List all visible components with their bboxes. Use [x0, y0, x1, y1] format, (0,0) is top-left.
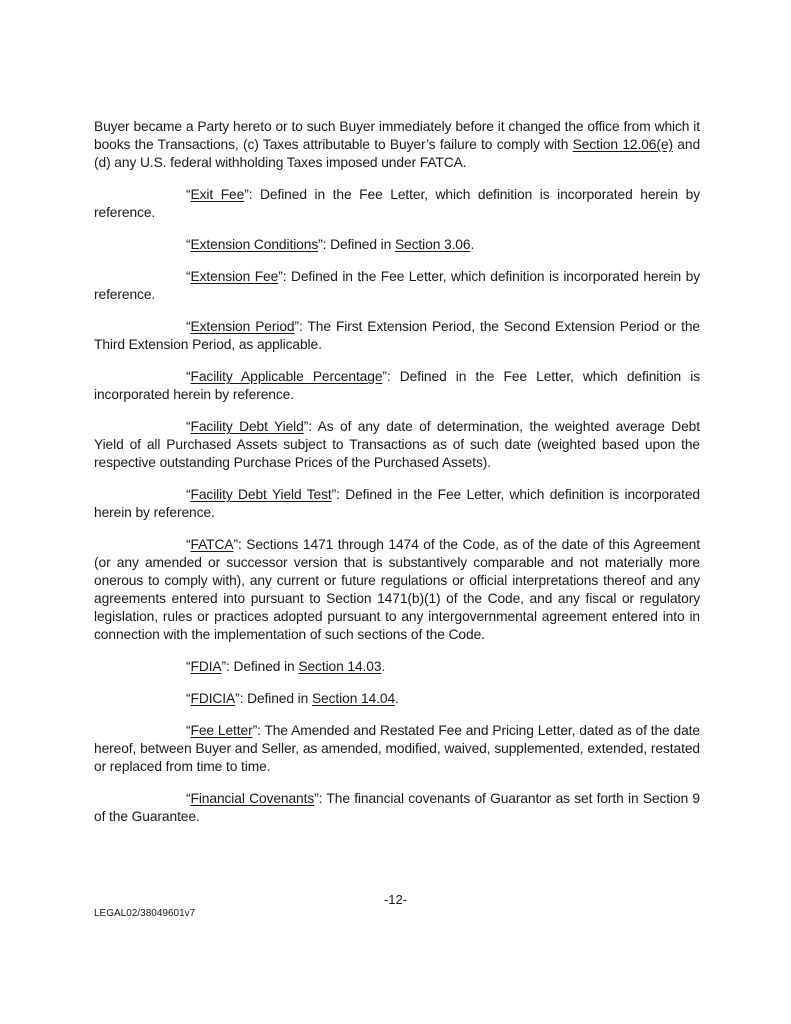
- text-run: “: [186, 791, 191, 806]
- underlined-term: FATCA: [190, 537, 234, 552]
- text-run: ”: Defined in: [235, 691, 312, 706]
- text-run: ”: The financial covenants of Guarantor as set forth in Section 9 of the Guarantee.: [94, 791, 701, 824]
- text-run: “: [186, 419, 191, 434]
- paragraph-facility-applicable-percentage: [94, 368, 700, 404]
- underlined-term: Extension Fee: [190, 269, 279, 284]
- paragraph-exit-fee: [94, 186, 700, 222]
- text-run: .: [381, 659, 386, 674]
- paragraph-financial-covenants: [94, 790, 700, 826]
- text-run: and (d) any U.S. federal withholding Taxes imposed under FATCA.: [94, 137, 701, 170]
- underlined-term: Extension Period: [190, 319, 295, 334]
- text-run: ”: Defined in: [318, 237, 395, 252]
- text-run: “: [186, 269, 191, 284]
- paragraph-facility-debt-yield-test: [94, 486, 700, 522]
- underlined-term: Extension Conditions: [190, 237, 319, 252]
- paragraph-fdicia: [94, 690, 700, 708]
- paragraph-facility-debt-yield: [94, 418, 700, 472]
- text-run: ”: Defined in: [221, 659, 299, 674]
- underlined-term: Facility Applicable Percentage: [190, 369, 383, 384]
- text-run: ”: Sections 1471 through 1474 of the Code, as of the date of this Agreement (or any amended or successor version that is substantively comparable and not materially more onerous to comply with), any current or future regulations or official interpretations thereof and any agreements entered into pursuant to Section 1471(b)(1) of the Code, and any fiscal or regulatory legislation, rules or practices adopted pursuant to any intergovernmental agreement entered into in connection with the implementation of such sections of the Code.: [94, 537, 700, 642]
- page-number: -12-: [383, 892, 408, 907]
- paragraph-fee-letter: [94, 722, 700, 776]
- underlined-term: Section 3.06: [394, 237, 471, 252]
- text-run: .: [395, 691, 399, 706]
- paragraph-extension-period: [94, 318, 700, 354]
- text-run: ”: The First Extension Period, the Second Extension Period or the Third Extension Period, as applicable.: [94, 319, 700, 352]
- text-run: “: [186, 691, 191, 706]
- text-run: “: [186, 187, 191, 202]
- underlined-term: Section 14.03: [298, 659, 382, 674]
- underlined-term: Facility Debt Yield Test: [190, 487, 332, 502]
- underlined-term: FDIA: [190, 659, 222, 674]
- underlined-term: FDICIA: [190, 691, 236, 706]
- text-run: “: [186, 723, 191, 738]
- text-run: “: [186, 369, 191, 384]
- paragraph-extension-conditions: [94, 236, 700, 254]
- text-run: .: [470, 237, 475, 252]
- underlined-term: Financial Covenants: [190, 791, 315, 806]
- document-id-footer: LEGAL02/38049601v7: [94, 908, 196, 919]
- document-body: [94, 118, 700, 826]
- paragraph-extension-fee: [94, 268, 700, 304]
- text-run: ”: Defined in the Fee Letter, which definition is incorporated herein by reference.: [94, 487, 700, 520]
- underlined-term: Section 14.04: [311, 691, 396, 706]
- text-run: “: [186, 537, 191, 552]
- underlined-term: Section 12.06(e): [572, 137, 673, 152]
- text-run: “: [186, 319, 191, 334]
- text-run: “: [186, 659, 191, 674]
- underlined-term: Facility Debt Yield: [190, 419, 304, 434]
- text-run: “: [186, 237, 191, 252]
- text-run: ”: The Amended and Restated Fee and Pricing Letter, dated as of the date hereof, between Buyer and Seller, as amended, modified, waived, supplemented, extended, restated or replaced from time to time.: [94, 723, 700, 774]
- text-run: ”: Defined in the Fee Letter, which definition is incorporated herein by reference.: [94, 187, 700, 220]
- underlined-term: Fee Letter: [190, 723, 253, 738]
- paragraph-fdia: [94, 658, 700, 676]
- text-run: Buyer became a Party hereto or to such Buyer immediately before it changed the office from which it books the Transactions, (c) Taxes attributable to Buyer’s failure to comply with: [94, 119, 700, 152]
- text-run: “: [186, 487, 191, 502]
- text-run: ”: Defined in the Fee Letter, which definition is incorporated herein by reference.: [94, 269, 700, 302]
- text-run: ”: Defined in the Fee Letter, which definition is incorporated herein by reference.: [94, 369, 701, 402]
- paragraph-buyer-continuation: [94, 118, 700, 172]
- underlined-term: Exit Fee: [190, 187, 245, 202]
- paragraph-fatca: [94, 536, 700, 644]
- text-run: ”: As of any date of determination, the weighted average Debt Yield of all Purchased Assets subject to Transactions as of such date (weighted based upon the respective outstanding Purchase Prices of the Purchased Assets).: [94, 419, 700, 470]
